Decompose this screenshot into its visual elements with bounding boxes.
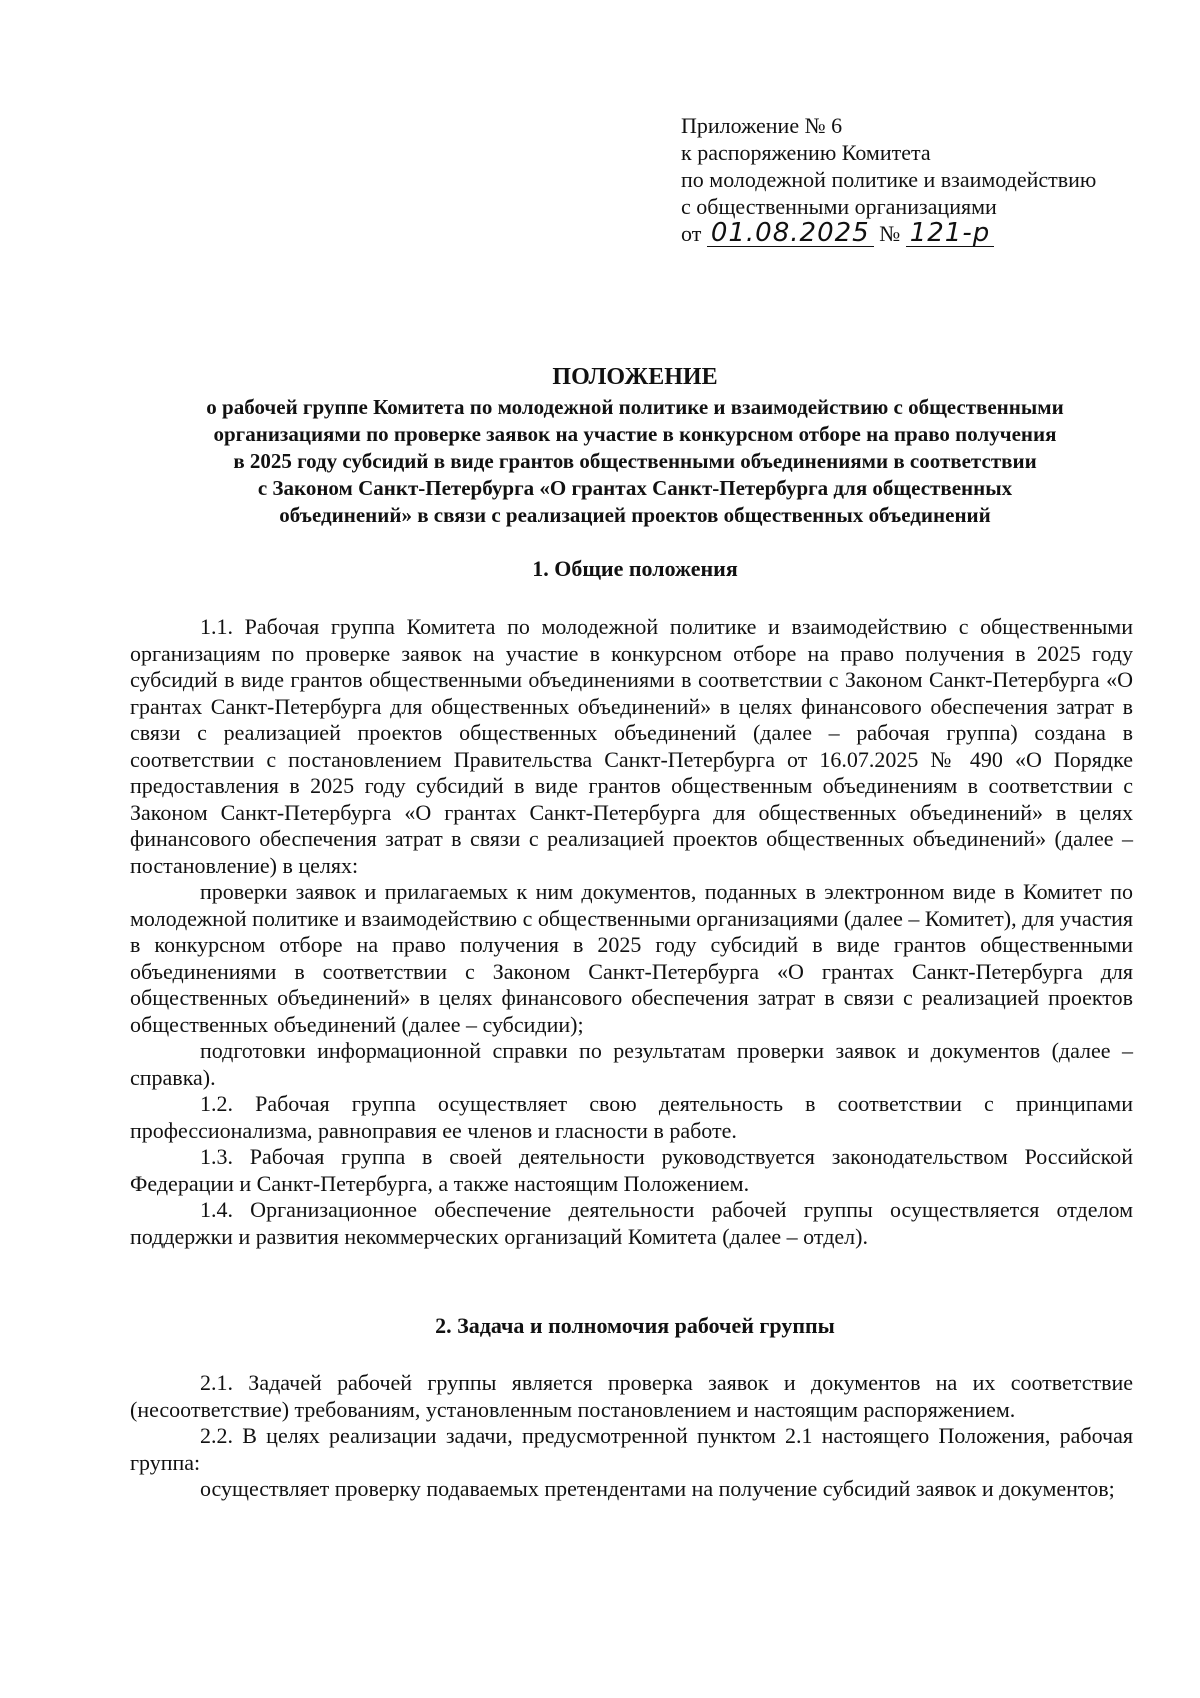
section-body-tasks bbox=[130, 1370, 1133, 1503]
handwritten-number: 121-р bbox=[906, 220, 995, 247]
paragraph: 1.1. Рабочая группа Комитета по молодежной политике и взаимодействию с общественными организациям по проверке заявок на участие в конкурсном отборе на право получения в 2025 году субсидий в виде грантов общественными объединениями в соответствии с Законом Санкт-Петербурга «О грантах Санкт-Петербурга для общественных объединений» в целях финансового обеспечения затрат в связи с реализацией проектов общественных объединений (далее – рабочая группа) создана в соответствии с постановлением Правительства Санкт-Петербурга от 16.07.2025 № 490 «О Порядке предоставления в 2025 году субсидий в виде грантов общественным объединениям в соответствии с Законом Санкт-Петербурга «О грантах Санкт-Петербурга для общественных объединений» в целях финансового обеспечения затрат в связи с реализацией проектов общественных объединений» (далее – постановление) в целях: bbox=[130, 614, 1133, 878]
number-prefix: № bbox=[879, 221, 901, 246]
section-heading-tasks: 2. Задача и полномочия рабочей группы bbox=[435, 1313, 835, 1338]
subtitle-line: в 2025 году субсидий в виде грантов общественными объединениями в соответствии bbox=[233, 449, 1037, 473]
appendix-number: Приложение № 6 bbox=[681, 113, 843, 138]
paragraph: 1.2. Рабочая группа осуществляет свою деятельность в соответствии с принципами профессионализма, равноправия ее членов и гласности в работе. bbox=[130, 1091, 1133, 1143]
paragraph: подготовки информационной справки по результатам проверки заявок и документов (далее – справка). bbox=[130, 1038, 1133, 1090]
paragraph: осуществляет проверку подаваемых претендентами на получение субсидий заявок и документов; bbox=[200, 1476, 1115, 1501]
appendix-date-line bbox=[681, 220, 1096, 247]
section-heading-general: 1. Общие положения bbox=[532, 556, 738, 581]
subtitle-line: организациями по проверке заявок на участие в конкурсном отборе на право получения bbox=[213, 422, 1057, 446]
paragraph: 1.3. Рабочая группа в своей деятельности руководствуется законодательством Российской Федерации и Санкт-Петербурга, а также настоящим Положением. bbox=[130, 1144, 1133, 1196]
paragraph: 2.1. Задачей рабочей группы является проверка заявок и документов на их соответствие (несоответствие) требованиям, установленным постановлением и настоящим распоряжением. bbox=[130, 1370, 1133, 1422]
appendix-organizations-line: с общественными организациями bbox=[681, 194, 997, 219]
section-body-general bbox=[130, 614, 1133, 1250]
handwritten-date: 01.08.2025 bbox=[707, 220, 874, 247]
paragraph: проверки заявок и прилагаемых к ним документов, поданных в электронном виде в Комитет по молодежной политике и взаимодействию с общественными организациями (далее – Комитет), для участия в конкурсном отборе на право получения в 2025 году субсидий в виде грантов общественными объединениями в соответствии с Законом Санкт-Петербурга «О грантах Санкт-Петербурга для общественных объединений» в целях финансового обеспечения затрат в связи с реализацией проектов общественных объединений (далее – субсидии); bbox=[130, 879, 1133, 1037]
document-title: ПОЛОЖЕНИЕ bbox=[552, 364, 718, 390]
document-subtitle bbox=[130, 394, 1140, 529]
appendix-header bbox=[681, 112, 1096, 247]
paragraph: 2.2. В целях реализации задачи, предусмотренной пунктом 2.1 настоящего Положения, рабочая группа: bbox=[130, 1423, 1133, 1475]
document-title-block bbox=[130, 362, 1140, 529]
date-prefix: от bbox=[681, 221, 702, 246]
subtitle-line: объединений» в связи с реализацией проектов общественных объединений bbox=[279, 503, 991, 527]
subtitle-line: о рабочей группе Комитета по молодежной политике и взаимодействию с общественными bbox=[206, 395, 1064, 419]
appendix-committee-line: по молодежной политике и взаимодействию bbox=[681, 167, 1097, 192]
paragraph: 1.4. Организационное обеспечение деятельности рабочей группы осуществляется отделом поддержки и развития некоммерческих организаций Комитета (далее – отдел). bbox=[130, 1197, 1133, 1249]
subtitle-line: с Законом Санкт-Петербурга «О грантах Санкт-Петербурга для общественных bbox=[257, 476, 1013, 500]
appendix-order-ref: к распоряжению Комитета bbox=[681, 140, 931, 165]
